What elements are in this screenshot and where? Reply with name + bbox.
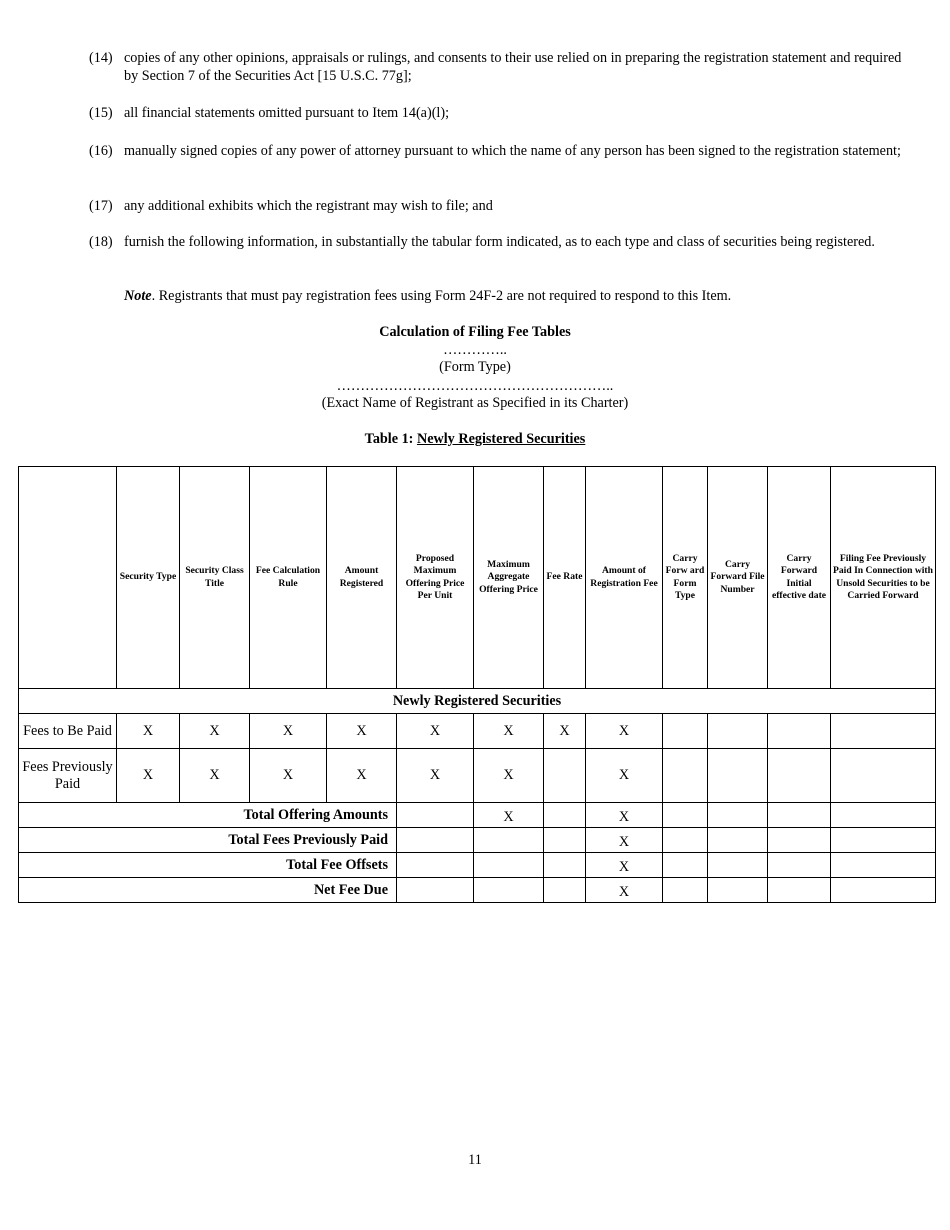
table-cell: X	[586, 714, 663, 749]
table-cell: X	[397, 714, 474, 749]
total-label: Net Fee Due	[19, 878, 397, 903]
registrant-name-blank: …………………………………………………..	[336, 378, 614, 394]
item-text: copies of any other opinions, appraisals or rulings, and consents to their use relied on in preparing the registration statement and required by Section 7 of the Securities Act [15 U.S.C. 77g];	[124, 50, 902, 84]
table-cell: X	[397, 749, 474, 803]
table-cell: X	[327, 749, 397, 803]
total-row	[19, 878, 936, 903]
item-number: (17)	[89, 198, 113, 214]
fee-table	[18, 466, 936, 903]
item-number: (14)	[89, 50, 113, 66]
table-cell	[768, 878, 831, 903]
total-label: Total Fee Offsets	[19, 853, 397, 878]
table-cell: X	[250, 714, 327, 749]
table-cell	[544, 803, 586, 828]
item-number: (16)	[89, 143, 113, 159]
table-cell: X	[250, 749, 327, 803]
table-caption	[0, 430, 950, 448]
table-cell	[663, 878, 708, 903]
table-cell	[708, 853, 768, 878]
item-text: manually signed copies of any power of attorney pursuant to which the name of any person has been signed to the registration statement;	[124, 143, 901, 159]
table-cell	[544, 828, 586, 853]
table-cell: X	[586, 878, 663, 903]
table-cell	[831, 828, 936, 853]
table-cell	[663, 749, 708, 803]
table-cell	[831, 803, 936, 828]
table-cell: X	[474, 749, 544, 803]
form-type-label: (Form Type)	[439, 359, 511, 375]
table-cell	[708, 803, 768, 828]
header-cell: Security Type	[117, 467, 180, 689]
item-text: all financial statements omitted pursuant to Item 14(a)(l);	[124, 105, 450, 121]
table-cell: X	[327, 714, 397, 749]
item-number: (18)	[89, 234, 113, 250]
table-cell	[544, 853, 586, 878]
table-cell	[474, 878, 544, 903]
table-cell	[708, 749, 768, 803]
table-cell	[831, 853, 936, 878]
table-cell	[397, 878, 474, 903]
fee-tables-title: Calculation of Filing Fee Tables	[379, 324, 571, 340]
table-cell	[708, 714, 768, 749]
table-cell	[768, 714, 831, 749]
section-label: Newly Registered Securities	[19, 689, 936, 714]
note-text: . Registrants that must pay registration fees using Form 24F-2 are not required to respond to this Item.	[151, 288, 732, 304]
header-cell: Filing Fee Previously Paid In Connection with Unsold Securities to be Carried Forward	[831, 467, 936, 689]
table-cell	[663, 828, 708, 853]
total-label: Total Offering Amounts	[19, 803, 397, 828]
header-cell: Maximum Aggregate Offering Price	[474, 467, 544, 689]
table-cell	[663, 853, 708, 878]
table-cell: X	[586, 853, 663, 878]
table-cell	[397, 803, 474, 828]
table-cell	[831, 878, 936, 903]
registrant-name-label: (Exact Name of Registrant as Specified in its Charter)	[321, 395, 629, 411]
table-cell: X	[180, 749, 250, 803]
table-cell	[831, 749, 936, 803]
table-row	[19, 749, 936, 803]
header-cell	[19, 467, 117, 689]
table-cell	[474, 853, 544, 878]
table-cell	[708, 828, 768, 853]
table-cell	[397, 828, 474, 853]
table-caption-prefix: Table 1:	[364, 431, 417, 447]
row-label: Fees to Be Paid	[19, 714, 117, 749]
table-cell	[768, 828, 831, 853]
table-cell	[397, 853, 474, 878]
table-cell: X	[586, 749, 663, 803]
header-cell: Carry Forw ard Form Type	[663, 467, 708, 689]
note-paragraph	[124, 287, 731, 305]
table-cell	[768, 853, 831, 878]
item-number: (15)	[89, 105, 113, 121]
table-cell	[663, 714, 708, 749]
table-cell	[474, 828, 544, 853]
table-cell	[768, 803, 831, 828]
header-cell: Fee Calculation Rule	[250, 467, 327, 689]
total-label: Total Fees Previously Paid	[19, 828, 397, 853]
header-cell: Proposed Maximum Offering Price Per Unit	[397, 467, 474, 689]
row-label: Fees Previously Paid	[19, 749, 117, 803]
form-type-blank: …………..	[443, 342, 507, 358]
page-number: 11	[468, 1152, 482, 1168]
table-cell: X	[474, 714, 544, 749]
note-label: Note	[124, 288, 152, 304]
table-header-row	[19, 467, 936, 689]
header-cell: Security Class Title	[180, 467, 250, 689]
table-cell: X	[474, 803, 544, 828]
table-cell	[544, 749, 586, 803]
header-cell: Carry Forward File Number	[708, 467, 768, 689]
total-row	[19, 828, 936, 853]
table-caption-title: Newly Registered Securities	[416, 431, 586, 447]
table-cell	[708, 878, 768, 903]
table-cell: X	[544, 714, 586, 749]
table-cell: X	[180, 714, 250, 749]
header-cell: Amount Registered	[327, 467, 397, 689]
section-row	[19, 689, 936, 714]
table-cell: X	[586, 828, 663, 853]
table-cell	[544, 878, 586, 903]
item-text: furnish the following information, in substantially the tabular form indicated, as to each type and class of securities being registered.	[124, 234, 875, 250]
total-row	[19, 853, 936, 878]
table-cell: X	[117, 749, 180, 803]
item-text: any additional exhibits which the registrant may wish to file; and	[124, 198, 493, 214]
table-cell: X	[586, 803, 663, 828]
total-row	[19, 803, 936, 828]
table-cell	[663, 803, 708, 828]
table-cell: X	[117, 714, 180, 749]
table-cell	[768, 749, 831, 803]
header-cell: Fee Rate	[544, 467, 586, 689]
header-cell: Carry Forward Initial effective date	[768, 467, 831, 689]
header-cell: Amount of Registration Fee	[586, 467, 663, 689]
table-row	[19, 714, 936, 749]
table-cell	[831, 714, 936, 749]
